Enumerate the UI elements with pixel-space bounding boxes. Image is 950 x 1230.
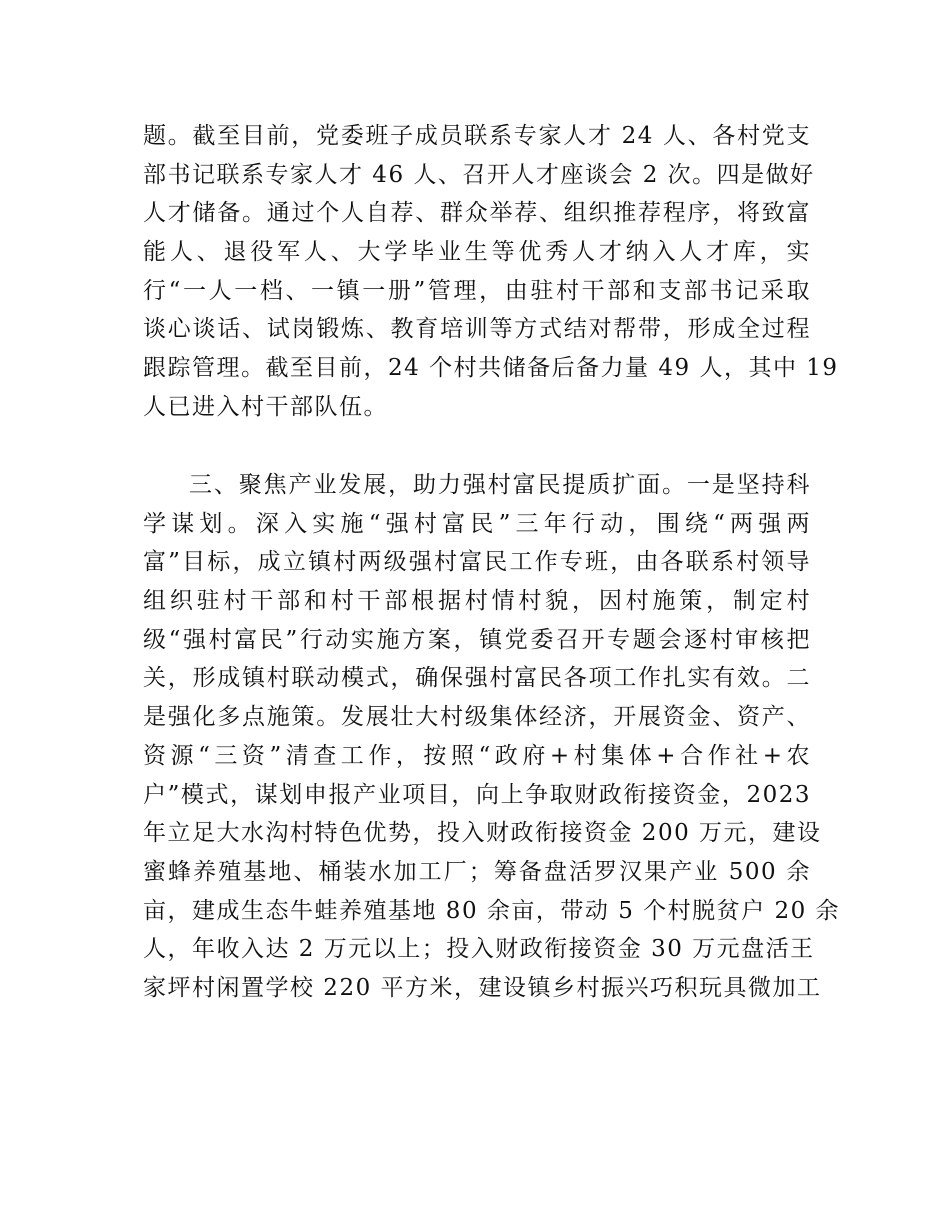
text-line: 级“强村富民”行动实施方案，镇党委召开专题会逐村审核把: [143, 626, 811, 653]
paragraph-talent-reserve: [143, 117, 839, 427]
text-line: 部书记联系专家人才 46 人、召开人才座谈会 2 次。四是做好: [143, 161, 815, 188]
text-line: 组织驻村干部和村干部根据村情村貌，因村施策，制定村: [143, 588, 811, 615]
text-line: 能人、退役军人、大学毕业生等优秀人才纳入人才库，实: [143, 239, 811, 266]
text-line: 行“一人一档、一镇一册”管理，由驻村干部和支部书记采取: [143, 277, 811, 304]
text-line: 人已进入村干部队伍。: [143, 393, 388, 420]
section-heading-line: 三、聚焦产业发展，助力强村富民提质扩面。一是坚持科: [189, 472, 811, 498]
text-line: 年立足大水沟村特色优势，投入财政衔接资金 200 万元，建设: [143, 820, 822, 847]
text-line: 富”目标，成立镇村两级强村富民工作专班，由各联系村领导: [143, 549, 811, 576]
text-line: 家坪村闲置学校 220 平方米，建设镇乡村振兴巧积玩具微加工: [143, 974, 822, 1001]
paragraph-industry-development: [143, 466, 841, 1008]
text-line: 户”模式，谋划申报产业项目，向上争取财政衔接资金，2023: [143, 781, 811, 808]
text-line: 关，形成镇村联动模式，确保强村富民各项工作扎实有效。二: [143, 665, 811, 692]
text-line: 题。截至目前，党委班子成员联系专家人才 24 人、各村党支: [143, 123, 811, 149]
text-line: 蜜蜂养殖基地、桶装水加工厂；筹备盘活罗汉果产业 500 余: [143, 858, 811, 885]
text-line: 学谋划。深入实施“强村富民”三年行动，围绕“两强两: [143, 510, 811, 537]
text-line: 人，年收入达 2 万元以上；投入财政衔接资金 30 万元盘活王: [143, 936, 815, 963]
text-line: 人才储备。通过个人自荐、群众举荐、组织推荐程序，将致富: [143, 200, 811, 227]
text-line: 谈心谈话、试岗锻炼、教育培训等方式结对帮带，形成全过程: [143, 316, 811, 343]
text-line: 亩，建成生态牛蛙养殖基地 80 余亩，带动 5 个村脱贫户 20 余: [143, 897, 841, 924]
text-line: 是强化多点施策。发展壮大村级集体经济，开展资金、资产、: [143, 704, 811, 731]
text-line: 资源“三资”清查工作，按照“政府+村集体+合作社+农: [143, 742, 811, 769]
text-line: 跟踪管理。截至目前，24 个村共储备后备力量 49 人，其中 19: [143, 355, 839, 382]
